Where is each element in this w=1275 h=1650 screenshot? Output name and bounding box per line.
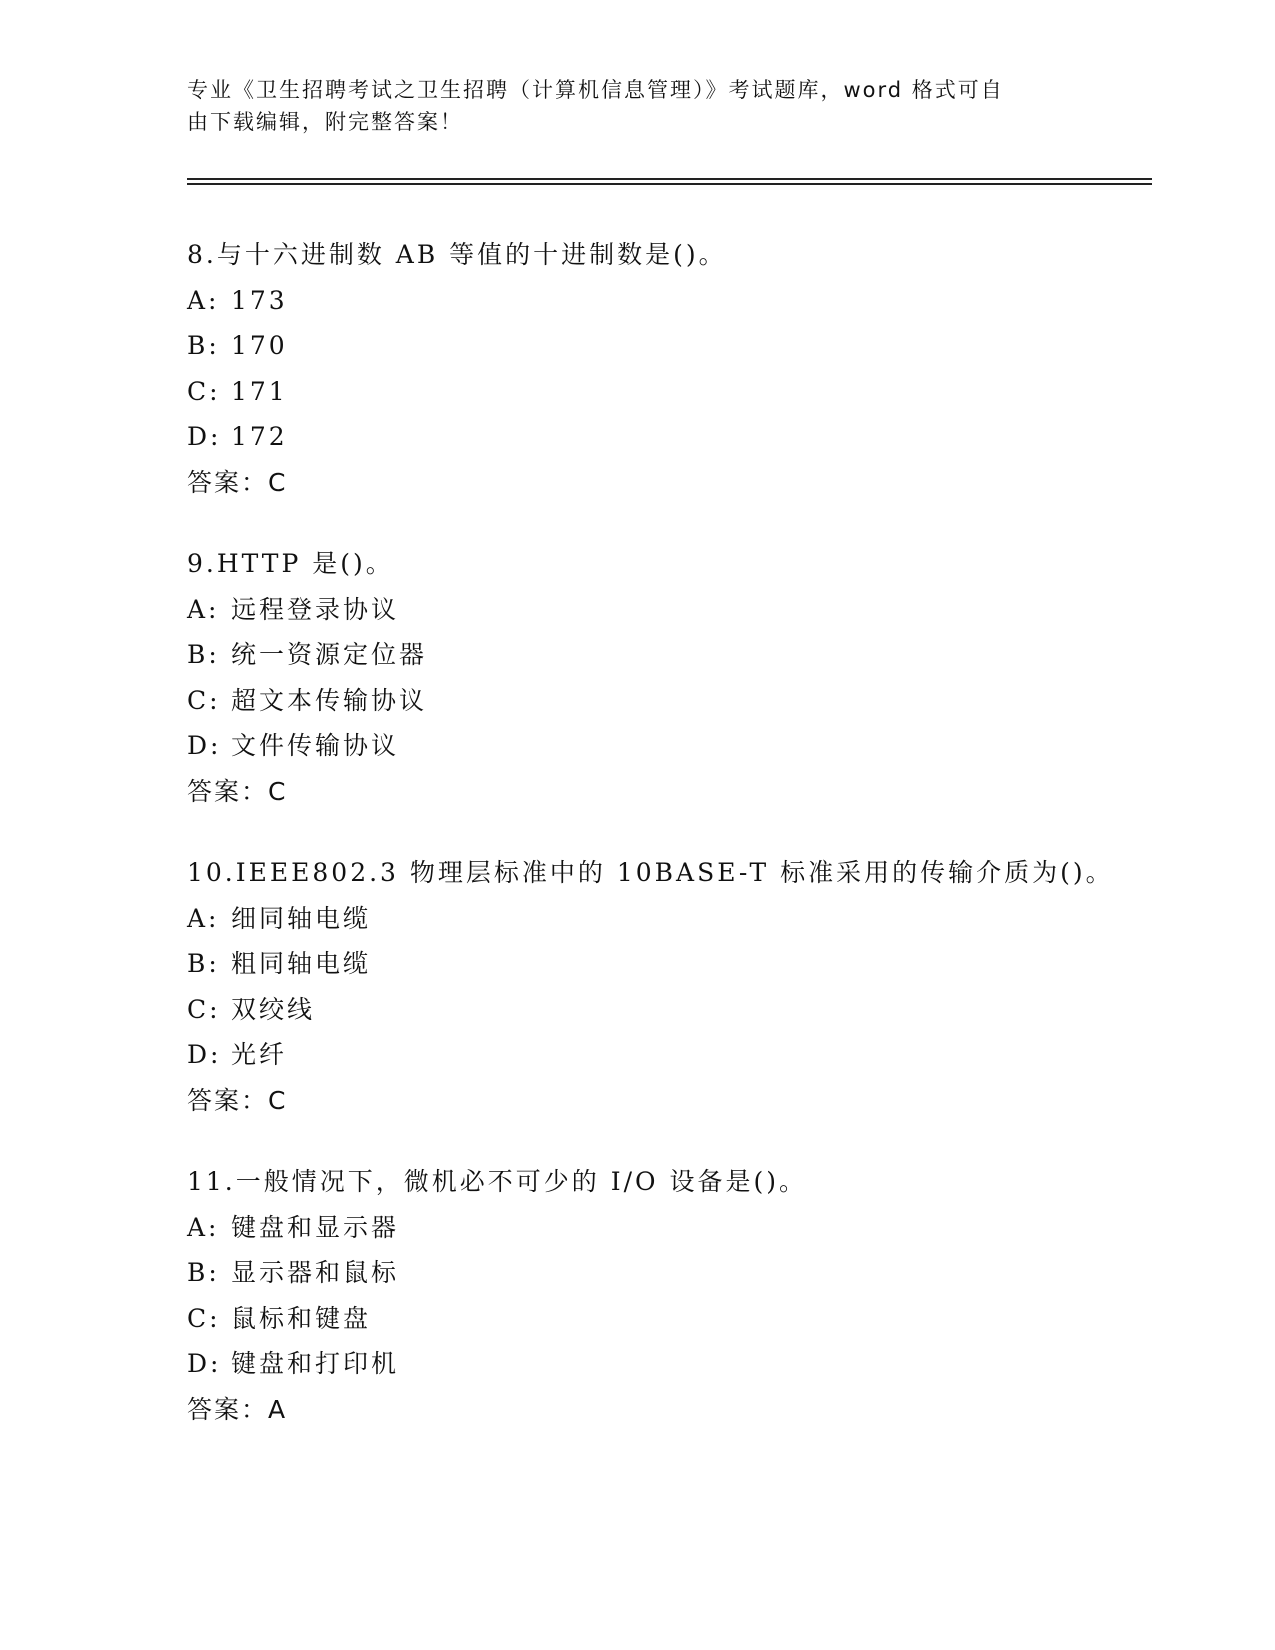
option-b [187, 941, 1152, 987]
option-c [187, 987, 1152, 1033]
option-text: 统一资源定位器 [231, 640, 428, 669]
option-letter: B: [187, 640, 220, 669]
option-letter: D: [187, 422, 222, 451]
option-b [187, 632, 1152, 678]
option-letter: C: [187, 685, 221, 715]
option-text: 172 [231, 422, 288, 451]
question-10 [187, 850, 1152, 1123]
option-c [187, 678, 1152, 724]
option-letter: D: [187, 731, 222, 760]
option-text: 171 [231, 376, 288, 406]
option-text: 细同轴电缆 [231, 903, 372, 933]
answer-line: 答案：A [187, 1394, 288, 1424]
option-d [187, 414, 1152, 460]
document-header [187, 74, 1067, 138]
option-text: 键盘和打印机 [231, 1349, 400, 1378]
question-list [187, 232, 1152, 1468]
option-letter: D: [187, 1349, 222, 1378]
option-letter: A: [187, 903, 220, 933]
option-letter: B: [187, 1258, 220, 1287]
answer-line: 答案：C [187, 467, 288, 497]
option-d [187, 1032, 1152, 1078]
answer-line: 答案：C [187, 776, 288, 806]
option-text: 173 [231, 285, 288, 315]
option-letter: C: [187, 376, 221, 406]
question-9 [187, 541, 1152, 814]
option-letter: C: [187, 1303, 221, 1333]
question-8 [187, 232, 1152, 505]
option-d [187, 1341, 1152, 1387]
question-11 [187, 1159, 1152, 1432]
option-text: 鼠标和键盘 [231, 1303, 372, 1333]
option-a [187, 1205, 1152, 1251]
header-divider-bottom [187, 183, 1152, 185]
option-text: 光纤 [231, 1040, 288, 1069]
option-letter: A: [187, 285, 220, 315]
option-text: 超文本传输协议 [231, 685, 428, 715]
option-a [187, 587, 1152, 633]
answer-line: 答案：C [187, 1085, 288, 1115]
option-text: 双绞线 [231, 994, 316, 1024]
option-d [187, 723, 1152, 769]
option-b [187, 323, 1152, 369]
header-line-1: 专业《卫生招聘考试之卫生招聘（计算机信息管理）》考试题库，word 格式可自 [187, 78, 1004, 102]
option-text: 键盘和显示器 [231, 1212, 400, 1242]
question-stem: 11.一般情况下，微机必不可少的 I/O 设备是()。 [187, 1167, 807, 1196]
option-text: 远程登录协议 [231, 594, 400, 624]
option-letter: D: [187, 1040, 222, 1069]
option-text: 170 [231, 331, 288, 360]
option-letter: A: [187, 1212, 220, 1242]
question-stem: 9.HTTP 是()。 [187, 549, 394, 578]
option-c [187, 369, 1152, 415]
question-stem: 8.与十六进制数 AB 等值的十进制数是()。 [187, 240, 727, 269]
option-a [187, 896, 1152, 942]
header-divider-top [187, 178, 1152, 180]
option-letter: B: [187, 331, 220, 360]
option-a [187, 278, 1152, 324]
option-c [187, 1296, 1152, 1342]
option-letter: B: [187, 949, 220, 978]
option-letter: C: [187, 994, 221, 1024]
option-b [187, 1250, 1152, 1296]
option-letter: A: [187, 594, 220, 624]
option-text: 显示器和鼠标 [231, 1258, 400, 1287]
header-line-2: 由下载编辑，附完整答案！ [187, 110, 463, 134]
option-text: 文件传输协议 [231, 731, 400, 760]
option-text: 粗同轴电缆 [231, 949, 372, 978]
question-stem: 10.IEEE802.3 物理层标准中的 10BASE-T 标准采用的传输介质为()。 [187, 858, 1114, 887]
